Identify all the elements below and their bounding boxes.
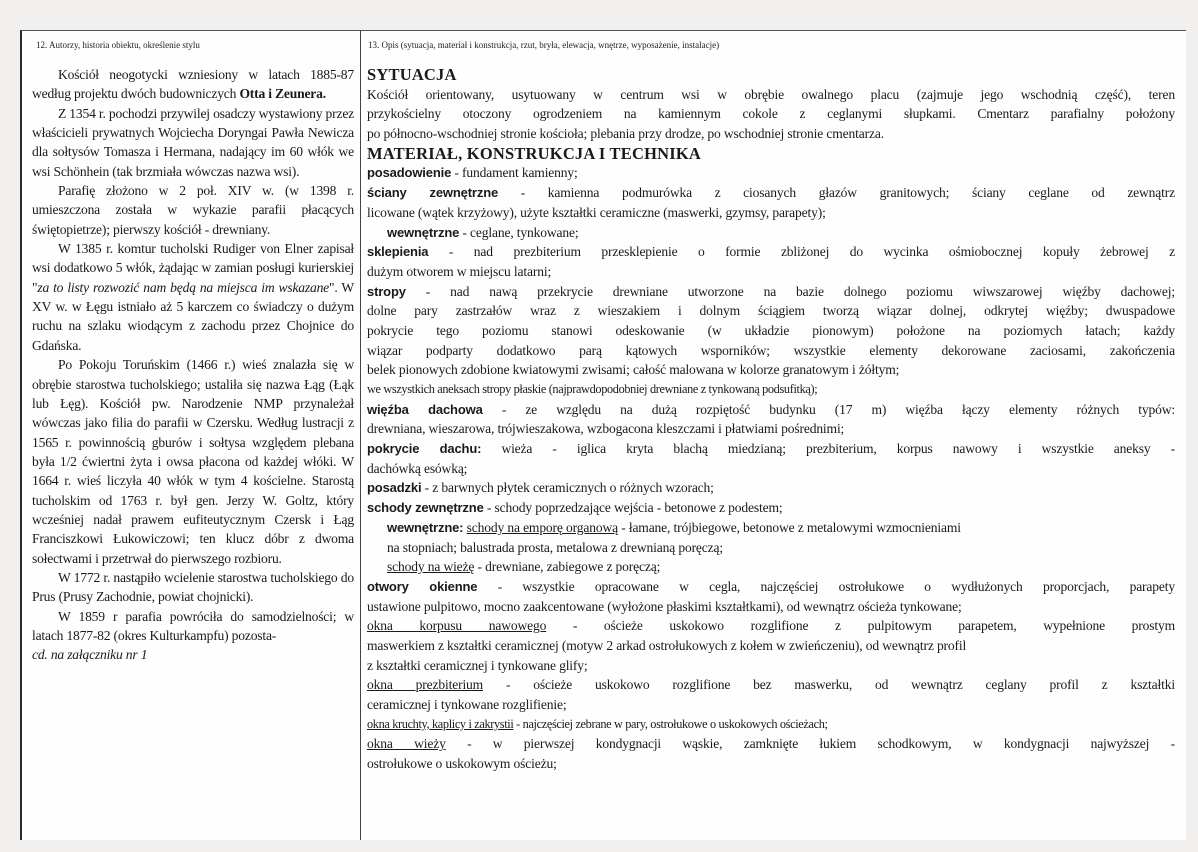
text-line: ustawione pulpitowo, mocno zaakcentowane (wyłożone płaskimi kształtkami), od wewnątrz ościeża tynkowane; [367,598,962,614]
term-label: stropy [367,283,406,299]
history-paragraph: Z 1354 r. pochodzi przywilej osadczy wystawiony przez właścicieli prywatnych Wojciecha Doryngai Pawła Newicza dla sołtysów Tomasza i Hermana, nadający im 60 włók we wsi Schönhein (tak brzmiała wówczas nazwa wsi). [32,105,354,179]
text-line: licowane (wątek krzyżowy), użyte kształtki ceramiczne (maswerki, gzymsy, parapety); [367,204,826,220]
term-label: wewnętrzne [387,224,460,240]
underlined-term: okna prezbiterium [367,677,484,693]
text-line: ceramicznej i tynkowane rozglifienie; [367,697,567,713]
text-line [367,282,1175,302]
text-line: dużym otworem w miejscu latarni; [367,263,552,279]
history-column [32,65,354,665]
section-heading-material: MATERIAŁ, KONSTRUKCJA I TECHNIKA [367,143,702,163]
text-line [367,223,1175,243]
text-line: dolne pary zastrzałów wraz z wieszakiem i dolnym ściągiem tworzą wiązar dolnej, odkrytej więźby; dwuspadowe [367,303,1175,319]
term-text: - ceglane, tynkowane; [459,224,579,240]
history-paragraph: Parafię złożono w 2 poł. XIV w. (w 1398 r. umieszczona została w wykazie parafii płacących świętopietrze); pierwszy kościół - drewniany. [32,183,354,237]
text-line: po północno-wschodniej stronie kościoła; plebania przy drodze, po wschodniej stronie cmentarza. [367,126,884,142]
text-line [367,715,1175,735]
text-line [367,518,1175,538]
text-line [367,478,1175,498]
term-text: - wszystkie opracowane w cegla, najczęściej ostrołukowe o wydłużonych proporcjach, parapety [477,578,1175,594]
description-column [367,65,1175,774]
underlined-term: schody na emporę organową [466,519,618,535]
text-line [367,675,1175,695]
column-divider [360,30,361,840]
history-paragraph: Po Pokoju Toruńskim (1466 r.) wieś znalazła się w obrębie starostwa tucholskiego; ustaliła się nazwa Łąg (Łąk lub Łęg). Kościół pw. Narodzenie NMP przynależał wówczas jako filia do parafii w Czersku. Według lustracji z 1565 r. powinnością gburów i sołtysa względem plebana była 1/2 ćwiertni żyta i owsa płacona od każdej włóki. W 1664 r. wieś liczyła 40 włók w tym 4 kościelne. Starostą tucholskim od 1763 r. był gen. Jerzy W. Goltz, który wcześniej nadał prawem eufiteutycznym Czersk i Łąg Franciszkowi Łukowiczowi; ten klucz dóbr z dwoma sołectwami i przetrwał do pierwszego rozbioru. [32,357,354,566]
term-label: posadzki [367,480,422,496]
term-text: - nad nawą przekrycie drewniane utworzone na bazie dolnego poziomu wiwszarowej więźby dachowej; [405,283,1175,299]
text-line [367,400,1175,420]
text-line: dachówką esówką; [367,460,468,476]
text-line [367,242,1175,262]
term-label: schody zewnętrzne [367,500,484,516]
term-text: - łamane, trójbiegowe, betonowe z metalowymi wzmocnieniami [618,519,961,535]
term-text: - z barwnych płytek ceramicznych o różnych wzorach; [421,480,714,496]
term-text: - w pierwszej kondygnacji wąskie, zamknięte łukiem schodkowym, w kondygnacji najwyższej - [445,736,1175,752]
term-label: sklepienia [367,244,429,260]
text-line: z kształtki ceramicznej i tynkowane glify; [367,657,588,673]
term-label: pokrycie dachu: [367,441,482,457]
term-text: - ościeże uskokowo rozglifione bez maswerku, od wewnątrz ceglany profil z kształtki [483,677,1175,693]
term-text: - najczęściej zebrane w pary, ostrołukowe o uskokowych ościeżach; [513,716,828,731]
history-text: W 1385 r. komtur tucholski Rudiger von Elner zapisał wsi dodatkowo 5 włók, żądając w zamian posługi kurierskiej " [32,241,354,295]
term-label: ściany zewnętrzne [367,185,499,201]
underlined-term: okna korpusu nawowego [367,618,547,634]
underlined-term: okna wieży [367,736,446,752]
term-label: wewnętrzne: [387,519,464,535]
document-page [20,30,1186,840]
text-line: drewniana, wieszarowa, trójwieszakowa, wzbogacona kleszczami i płatwiami pośrednimi; [367,421,845,437]
term-label: więźba dachowa [367,401,483,417]
continuation-note: cd. na załączniku nr 1 [32,647,148,663]
term-label: otwory okienne [367,578,478,594]
quoted-text: za to listy rozwozić nam będą na miejsca im wskazane [37,279,329,295]
term-text: - schody poprzedzające wejścia - betonowe z podestem; [483,500,783,516]
right-column-header: 13. Opis (sytuacja, materiał i konstrukcja, rzut, bryła, elewacja, wnętrze, wyposażenie, instalacje) [368,40,720,50]
history-paragraph [32,65,354,104]
left-column-header: 12. Autorzy, historia obiektu, określenie stylu [36,40,200,50]
text-line [367,498,1175,518]
history-text: Kościół neogotycki wzniesiony w latach 1885-87 według projektu dwóch budowniczych [32,67,354,102]
term-text: - ze względu na dużą rozpiętość budynku (17 m) więźba łączy elementy różnych typów: [482,401,1175,417]
term-text: wieża - iglica kryta blachą miedzianą; prezbiterium, korpus nawowy i wszystkie aneksy - [481,441,1175,457]
term-text: - kamienna podmurówka z ciosanych głazów granitowych; ściany ceglane od zewnątrz [498,185,1175,201]
section-heading-situation: SYTUACJA [367,65,457,84]
text-line: pokrycie tego poziomu stanowi odeskowanie (w układzie pionowym) położone na poziomych łatach; każdy [367,322,1175,338]
text-line: ostrołukowe o uskokowym ościeżu; [367,756,557,772]
text-line: przykościelny otoczony ogrodzeniem na kamiennym cokole z ceglanymi słupkami. Cmentarz parafialny położony [367,106,1175,122]
text-line [367,577,1175,597]
text-line [367,163,1175,183]
architects-names: Otta i Zeunera. [239,86,326,102]
text-line: maswerkiem z kształtki ceramicznej (motyw 2 arkad ostrołukowych z kołem w zwieńczeniu), od wewnątrz profil [367,637,967,653]
text-line: Kościół orientowany, usytuowany w centrum wsi w obrębie owalnego placu (zajmuje jego wschodnią część), teren [367,86,1175,102]
text-line [367,734,1175,754]
underlined-term: okna kruchty, kaplicy i zakrystii [367,716,514,731]
text-line: belek pionowych zdobione kwiatowymi zwisami; całość malowana w kolorze granatowym i żółtym; [367,362,900,378]
term-text: - ościeże uskokowo rozglifione z pulpitowym parapetem, wypełnione prostym [546,618,1175,634]
term-text: - fundament kamienny; [451,165,578,181]
text-line [367,183,1175,203]
underlined-term: schody na wieżę [387,559,475,575]
term-label: posadowienie [367,165,452,181]
history-paragraph: W 1772 r. nastąpiło wcielenie starostwa tucholskiego do Prus (Prusy Zachodnie, powiat chojnicki). [32,569,354,605]
history-paragraph: W 1859 r parafia powróciła do samodzielności; w latach 1877-82 (okres Kulturkampfu) pozosta- [32,608,354,643]
text-line [367,616,1175,636]
text-line [367,439,1175,459]
term-text: - nad prezbiterium przesklepienie o formie zbliżonej do wycinka ośmiobocznej kopuły żebrowej z [428,244,1175,260]
history-text: ". W XV w. w Łęgu istniało aż 5 karczem co świadczy o dużym ruchu na szlaku wiodącym z zachodu przez Chojnice do Gdańska. [32,279,354,353]
text-line: na stopniach; balustrada prosta, metalowa z drewnianą poręczą; [387,539,724,555]
text-line [367,557,1175,577]
history-paragraph [32,239,354,355]
text-line: wiązar podparty dodatkowo parą kątowych wsporników; wszystkie elementy dekorowane zaciosami, zakończenia [367,342,1175,358]
text-line: we wszystkich aneksach stropy płaskie (najprawdopodobniej drewniane z tynkowaną podsufitką); [367,382,818,397]
term-text: - drewniane, zabiegowe z poręczą; [474,559,661,575]
